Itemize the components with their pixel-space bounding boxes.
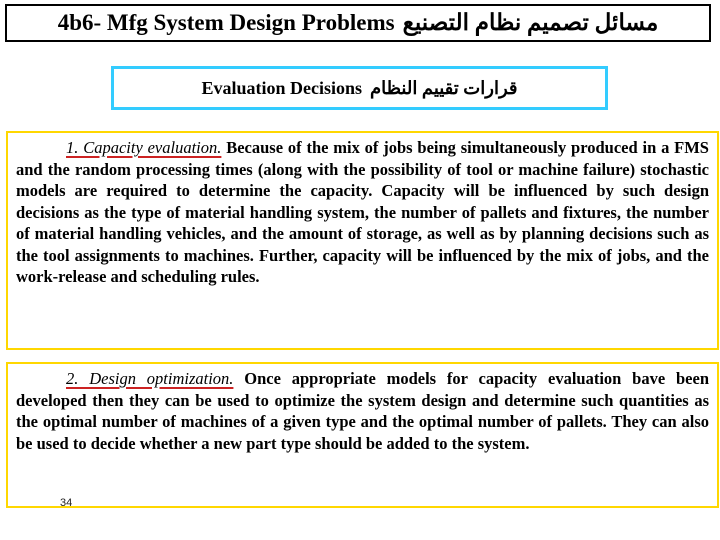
design-optimization-body: Once appropriate models for capacity evaluation bave been developed then they can be used to optimize the system design and determine such quantities as the optimal number of machines of a given type and the optimal number of pallets. They can also be used to decide whether a new part type should be added to the system. — [16, 369, 709, 453]
slide-subtitle-arabic: قرارات تقييم النظام — [370, 77, 518, 98]
design-optimization-heading: 2. Design optimization. — [66, 369, 234, 388]
page-number: 34 — [60, 497, 73, 509]
design-optimization-paragraph — [16, 368, 709, 454]
design-optimization-box — [6, 362, 719, 508]
slide-subtitle-english: Evaluation Decisions — [201, 77, 363, 98]
capacity-evaluation-heading: 1. Capacity evaluation. — [66, 138, 222, 157]
capacity-evaluation-body: Because of the mix of jobs being simultaneously produced in a FMS and the random processing times (along with the possibility of tool or machine failure) stochastic models are required to determine the capacity. Capacity will be influenced by such design decisions as the type of material handling system, the number of pallets and fixtures, the number of material handling vehicles, and the amount of storage, as well as by planning decisions such as the tool assignments to machines. Further, capacity will be influenced by the mix of jobs, and the work-release and scheduling rules. — [16, 138, 709, 286]
slide-title — [5, 4, 711, 42]
slide-title-arabic: مسائل تصميم نظام التصنيع — [402, 10, 659, 35]
slide-title-english: 4b6- Mfg System Design Problems — [57, 10, 395, 35]
capacity-evaluation-box — [6, 131, 719, 350]
slide-subtitle — [111, 66, 608, 110]
capacity-evaluation-paragraph — [16, 137, 709, 288]
